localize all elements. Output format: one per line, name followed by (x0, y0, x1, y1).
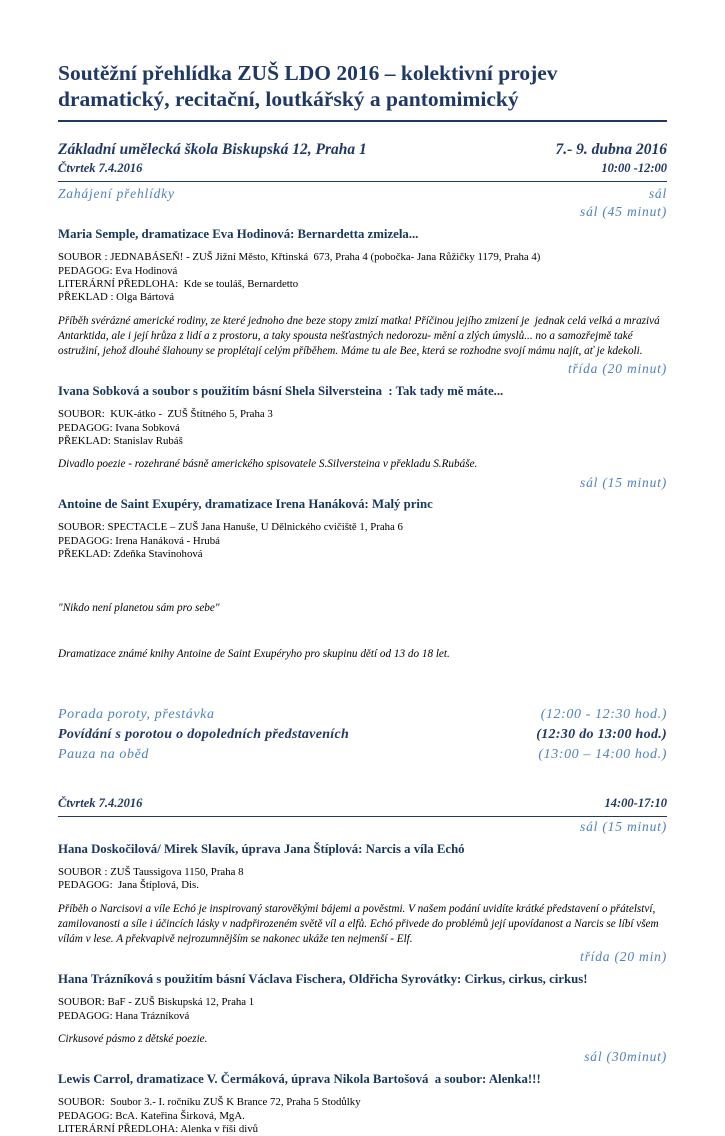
performance-info (58, 866, 667, 893)
break-row (58, 705, 667, 725)
doc-title: Soutěžní přehlídka ZUŠ LDO 2016 – kolektivní projev dramatický, recitační, loutkářský a pantomimický (58, 61, 563, 112)
opening-row (58, 185, 667, 203)
room-label: sál (15 minut) (580, 819, 667, 835)
performance-title: Hana Doskočilová/ Mirek Slavík, úprava Jana Štíplová: Narcis a víla Echó (58, 842, 465, 857)
info-line-soubor: SOUBOR : JEDNABÁSEŇ! - ZUŠ Jižní Město, Křtinská 673, Praha 4 (pobočka- Jana Růžičky 1179, Praha 4) (58, 251, 541, 264)
performance-description: Cirkusové pásmo z dětské poezie. (58, 1033, 208, 1046)
performance-info (58, 996, 667, 1023)
performance-info (58, 1096, 667, 1136)
info-line-predloha: LITERÁRNÍ PŘEDLOHA: Alenka v říši divů (58, 1123, 259, 1136)
morning-session-header (58, 160, 667, 182)
info-line-soubor: SOUBOR : ZUŠ Taussigova 1150, Praha 8 (58, 866, 244, 879)
info-line-preklad: PŘEKLAD : Olga Bártová (58, 291, 175, 304)
performance-info (58, 251, 667, 305)
info-line-pedagog: PEDAGOG: Jana Štíplová, Dis. (58, 879, 199, 892)
info-line-soubor: SOUBOR: SPECTACLE – ZUŠ Jana Hanuše, U Dělnického cvičiště 1, Praha 6 (58, 521, 403, 534)
break-time: (12:00 - 12:30 hod.) (540, 707, 667, 723)
performance-description: Divadlo poezie - rozehrané básně amerického spisovatele S.Silversteina v překladu S.Rubáše. (58, 458, 478, 471)
performance-title: Maria Semple, dramatizace Eva Hodinová: Bernardetta zmizela... (58, 227, 419, 242)
info-line-preklad: PŘEKLAD: Zdeňka Stavinohová (58, 548, 203, 561)
room-label: třída (20 minut) (567, 361, 667, 377)
info-line-soubor: SOUBOR: Soubor 3.- I. ročníku ZUŠ K Brance 72, Praha 5 Stodůlky (58, 1096, 361, 1109)
room-label: sál (45 minut) (580, 204, 667, 220)
morning-session-day: Čtvrtek 7.4.2016 (58, 160, 143, 175)
room-label: sál (15 minut) (580, 474, 667, 490)
performance-title: Lewis Carrol, dramatizace V. Čermáková, úprava Nikola Bartošová a soubor: Alenka!!! (58, 1072, 541, 1087)
school-name: Základní umělecká škola Biskupská 12, Praha 1 (58, 141, 367, 159)
event-dates: 7.- 9. dubna 2016 (555, 141, 667, 159)
info-line-soubor: SOUBOR: KUK-átko - ZUŠ Štítného 5, Praha 3 (58, 408, 273, 421)
break-label: Pauza na oběd (58, 747, 150, 763)
break-label: Povídání s porotou o dopoledních představeních (58, 727, 350, 743)
afternoon-session-time: 14:00-17:10 (604, 796, 667, 811)
info-line-pedagog: PEDAGOG: Ivana Sobková (58, 421, 180, 434)
opening-label: Zahájení přehlídky (58, 185, 175, 201)
break-label: Porada poroty, přestávka (58, 707, 215, 723)
performance-description (58, 571, 667, 693)
break-time: (12:30 do 13:00 hod.) (536, 727, 667, 743)
room-label: sál (30minut) (584, 1049, 667, 1065)
break-row (58, 745, 667, 765)
performance-info (58, 521, 667, 561)
info-line-pedagog: PEDAGOG: Irena Hanáková - Hrubá (58, 534, 220, 547)
room-label: třída (20 min) (580, 949, 667, 965)
performance-info (58, 408, 667, 448)
performance-title: Ivana Sobková a soubor s použitím básní Shela Silversteina : Tak tady mě máte... (58, 384, 504, 399)
performance-description: Příběh o Narcisovi a víle Echó je inspirovaný starověkými bájemi a pověstmi. V našem podání uvidíte krátké představení o přátelství, zamilovanosti a síle i účincích lásky v nadpřirozeném světě víl a elfů. Echó přivede do problémů její upovídanost a Narcis se líbí všem vílám v lese. A překvapivě nejrozumnějším se nakonec ukáže ten nejmenší - Elf. (58, 902, 662, 946)
venue-row (58, 140, 667, 159)
opening-room-label: sál (648, 185, 667, 201)
afternoon-session-header (58, 795, 667, 817)
morning-session-time: 10:00 -12:00 (601, 160, 667, 175)
description-text: Dramatizace známé knihy Antoine de Saint Exupéryho pro skupinu dětí od 13 do 18 let. (58, 647, 450, 660)
info-line-pedagog: PEDAGOG: Hana Trázníková (58, 1009, 190, 1022)
performance-title: Hana Trázníková s použitím básní Václava Fischera, Oldřicha Syrovátky: Cirkus, cirkus, cirkus! (58, 972, 588, 987)
info-line-soubor: SOUBOR: BaF - ZUŠ Biskupská 12, Praha 1 (58, 996, 255, 1009)
break-row (58, 725, 667, 745)
performance-title: Antoine de Saint Exupéry, dramatizace Irena Hanáková: Malý princ (58, 497, 433, 512)
description-quote: "Nikdo není planetou sám pro sebe" (58, 602, 220, 615)
breaks-block (58, 705, 667, 765)
info-line-predloha: LITERÁRNÍ PŘEDLOHA: Kde se touláš, Bernardetto (58, 277, 299, 290)
title-divider (58, 120, 667, 122)
afternoon-session-day: Čtvrtek 7.4.2016 (58, 796, 143, 811)
performance-description: Příběh svérázné americké rodiny, ze které jednoho dne beze stopy zmizí matka! Příčinou jejího zmizení je jednak celá velká a mrazivá Antarktida, ale i její hrůza z lidí a z prostoru, a taky spousta nešťastných nedorozu- mění a zlých úmyslů... no a samozřejmě také ostružiní, jehož dlouhé šlahouny se proplétají celým příběhem. Máme tu ale Bee, která se rozhodne svojí mámu najít, ať je kdekoli. (58, 314, 663, 358)
info-line-pedagog: PEDAGOG: Eva Hodinová (58, 264, 178, 277)
break-time: (13:00 – 14:00 hod.) (538, 747, 667, 763)
info-line-preklad: PŘEKLAD: Stanislav Rubáš (58, 435, 183, 447)
info-line-pedagog: PEDAGOG: BcA. Kateřina Širková, MgA. (58, 1109, 245, 1122)
